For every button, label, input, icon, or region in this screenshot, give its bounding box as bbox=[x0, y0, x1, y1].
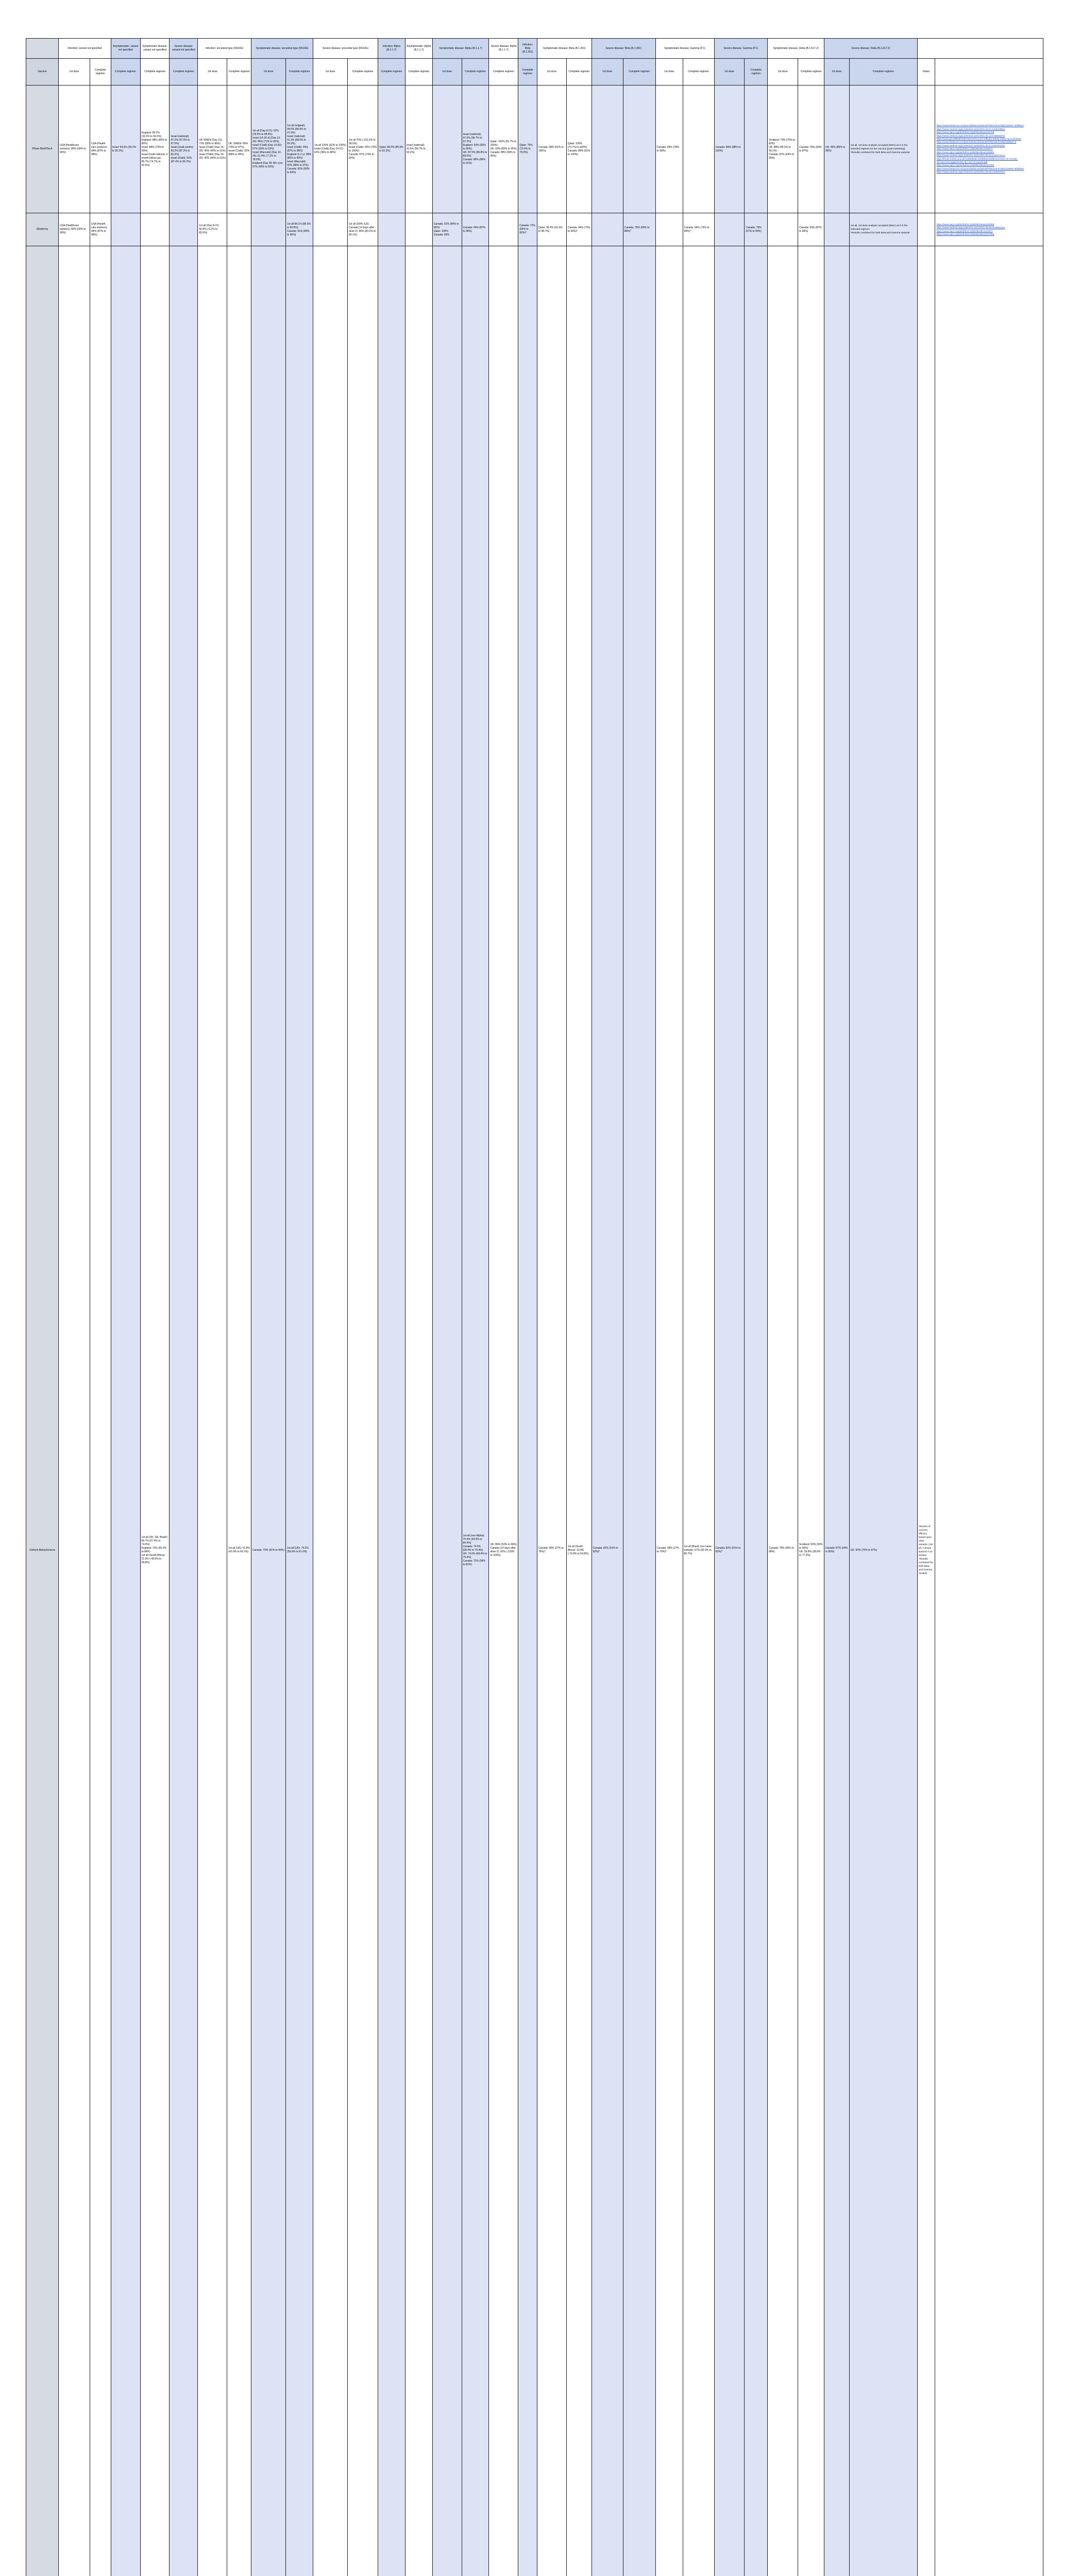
source-link[interactable]: https://www.nejm.org/doi/full/10.1056/NEJMoa2108891 bbox=[936, 151, 994, 154]
data-cell: Qatar: 100% (81.7% to 100%) UK: 93% (89% to 95%) Canada: 98% (93% to 99%) bbox=[489, 86, 518, 213]
sub-header-7: Complete regimen bbox=[227, 59, 251, 86]
sub-header-9: Complete regimen bbox=[286, 59, 313, 86]
source-link[interactable]: https://www.thelancet.com/journals/lancet/article/PIIS0140-6736(21)00947-8/fulltext bbox=[936, 167, 1023, 170]
data-cell: 1st all 100% (62% to 100%) Israel (Clalit) (Day 14-21): 62% (39% to 80%) bbox=[313, 86, 347, 213]
data-cell: Canada: 84% (78% to 98%) bbox=[655, 86, 683, 213]
data-cell: Canada: 78% (64% to 87%) bbox=[798, 86, 824, 213]
sub-header-10: 1st dose bbox=[313, 59, 347, 86]
group-header-4: Severe disease: variant not specified bbox=[170, 39, 198, 59]
source-link[interactable]: https://www.medrxiv.org/content/10.1101/2021.05.14.21257218v1 bbox=[936, 144, 1005, 147]
sub-header-21: Complete regimen bbox=[623, 59, 655, 86]
table-row bbox=[26, 246, 1043, 2576]
data-cell: UK: 92% (75% to 97%) bbox=[849, 246, 917, 2576]
data-cell: Qatar: 100% (73.7% to 100%) Canada: 88% (82% to 100%) bbox=[566, 86, 592, 213]
group-header-17: Symptomatic disease: Delta (B.1.617.2) bbox=[768, 39, 824, 59]
data-cell: Canada: 78% (45% to 88%) bbox=[768, 246, 798, 2576]
source-link[interactable]: https://www.medrxiv.org/content/10.1101/2021.06.28.21259420v1 bbox=[936, 226, 1005, 229]
data-cell: Canada: 98% (88% to 100%) bbox=[714, 86, 745, 213]
data-cell: UK: SIREN: 86% (76% to 97%) Israel (Clalit): 92% (88% to 95%) bbox=[227, 86, 251, 213]
data-cell: Canada: 94% (73% to 99%)* bbox=[683, 213, 714, 246]
source-link[interactable]: https://www.medrxiv.org/content/10.1101/2021.05.24.21257744v1 bbox=[936, 154, 1005, 157]
group-header-11: Severe disease: Alpha (B.1.1.7) bbox=[489, 39, 518, 59]
sub-header-5: Complete regimen bbox=[170, 59, 198, 86]
data-cell: Scotland: 60% (53% to 66%) UK: 59.8% (28.9% to 77.3%) bbox=[798, 246, 824, 2576]
table-row bbox=[26, 213, 1043, 246]
sub-header-29: Complete regimen bbox=[849, 59, 917, 86]
data-cell bbox=[378, 213, 405, 246]
data-cell: USA (Healthcare workers): 80% (59% to 90%) bbox=[59, 86, 90, 213]
sub-header-28: 1st dose bbox=[824, 59, 849, 86]
sub-header-27: Complete regimen bbox=[798, 59, 824, 86]
data-cell: 1st all (UK): 74.2% (59.6% to 81.0%) bbox=[286, 246, 313, 2576]
data-cell: Canada: 87% (54% to 96%) bbox=[824, 246, 849, 2576]
sub-header-4: Complete regimen bbox=[140, 59, 170, 86]
data-cell bbox=[140, 213, 170, 246]
group-header-2: Asymptomatic: variant not specified bbox=[111, 39, 140, 59]
data-cell: 1st all 75% (-152.5% to 99.5%) Israel (Clalit): 92% (75% to 100%) Canada: 87% (74% to 93%) bbox=[348, 86, 378, 213]
sub-header-22: 1st dose bbox=[655, 59, 683, 86]
data-cell bbox=[745, 246, 768, 2576]
efficacy-spreadsheet bbox=[26, 38, 1043, 2576]
group-header-10: Symptomatic disease: Alpha (B.1.1.7) bbox=[432, 39, 489, 59]
data-cell: Canada: 78% (57% to 90%) bbox=[745, 213, 768, 246]
data-cell bbox=[348, 246, 378, 2576]
data-cell bbox=[405, 246, 432, 2576]
group-header-7: Severe disease: ancestral type (D614G) bbox=[313, 39, 378, 59]
data-cell: Canada: 70% (41% to 84%) bbox=[251, 246, 286, 2576]
data-cell: USA (Health care workers): 94% (87% to 98%) bbox=[90, 86, 111, 213]
source-link[interactable]: https://www.thelancet.com/journals/lancet/article/PIIS0140-6736(21)00947-8/fulltext bbox=[936, 124, 1023, 127]
group-header-18: Severe disease: Delta (B.1.617.2) bbox=[824, 39, 917, 59]
data-cell: Israel: 94.4% (93.2% to 95.3%) bbox=[111, 86, 140, 213]
group-header-row bbox=[26, 39, 1043, 59]
data-cell bbox=[917, 213, 935, 246]
data-cell: Israel (national): 97.0% (96.7% to 97.2%) England: 93% (90% to 95%) UK: 87.5% (85.8% to 89.0%) Canada: 89% (86% to 91%) bbox=[462, 86, 489, 213]
source-link[interactable]: https://khub.net/documents/135939561/430986542/Effectiveness+of+COVID-19+vaccines+against+the+B.1.617.2+variant.pdf bbox=[936, 158, 1018, 163]
sub-header-16: Complete regimen bbox=[489, 59, 518, 86]
sub-header-24: 1st dose bbox=[714, 59, 745, 86]
sub-header-2: Complete regimen bbox=[90, 59, 111, 86]
sources-cell bbox=[935, 213, 1043, 246]
data-cell: 1st all (South Africa): 10.4% (-76.8% to 54.8%) bbox=[566, 246, 592, 2576]
data-cell: UK: 86% (53% to 96%) Canada (14 days after dose 2): 92% (-133% to 100%) bbox=[489, 246, 518, 2576]
data-cell: Canada: 93% (87% to 96%) bbox=[798, 213, 824, 246]
group-header-0 bbox=[26, 39, 59, 59]
data-cell: 1st all (UK): 51.8% (42.0% to 60.1%) bbox=[227, 246, 251, 2576]
data-cell: 1st all (Brazil, non-naive sample): 67% (43.3% to 80.7%) bbox=[683, 246, 714, 2576]
data-cell bbox=[90, 246, 111, 2576]
group-header-13: Symptomatic disease: Beta (B.1.351) bbox=[537, 39, 592, 59]
data-cell: England: 85.2% (33.9% to 99.3%) England: 88% (85% to 90%) Israel: 88% (79% to 93%) Israel (multi-national, 4 month follow-up): 85.7% (74.7% to 92.3%) bbox=[140, 86, 170, 213]
data-cell: USA (Health care workers): 94% (87% to 98%) bbox=[90, 213, 111, 246]
source-link[interactable]: https://www.medrxiv.org/content/10.1101/2021.03.21.21254189v1 bbox=[936, 128, 1005, 130]
data-cell bbox=[683, 86, 714, 213]
sub-header-26: 1st dose bbox=[768, 59, 798, 86]
data-cell bbox=[489, 213, 518, 246]
data-cell: Qatar: 96.4% (91.9% to 98.7%) bbox=[537, 213, 566, 246]
vaccine-name: Moderna bbox=[26, 213, 59, 246]
data-cell bbox=[111, 213, 140, 246]
group-header-8: Infection: Alpha (B.1.1.7) bbox=[378, 39, 405, 59]
source-link[interactable]: https://www.nejm.org/doi/full/10.1056/NEJMoa2107058 bbox=[936, 164, 994, 166]
data-cell bbox=[592, 213, 623, 246]
data-cell: Canada: 98% (91% to 100%) bbox=[537, 86, 566, 213]
data-cell bbox=[432, 86, 462, 213]
notes-cell: Variants of concern, efficacy based upon other variants: (1st all, 2 doses spaced 4-12 weeks) *Results combined for both Beta and Gamma variants bbox=[917, 246, 935, 2576]
data-cell bbox=[170, 246, 198, 2576]
sub-header-20: 1st dose bbox=[592, 59, 623, 86]
data-cell bbox=[313, 246, 347, 2576]
group-header-6: Symptomatic disease: ancestral type (D614G) bbox=[251, 39, 313, 59]
source-link[interactable]: https://www.gov.il/BlobFolder/reports/vaccine-efficacy-safety-follow-up-committee bbox=[936, 138, 1021, 140]
sub-header-3: Complete regimen bbox=[111, 59, 140, 86]
data-cell bbox=[198, 246, 227, 2576]
data-cell bbox=[59, 246, 90, 2576]
data-cell: 1st all 100% (US) Canada (14 days after dose 2): 96% (83.2% to 99.1%) bbox=[348, 213, 378, 246]
sub-header-13: Complete regimen bbox=[405, 59, 432, 86]
data-cell: 1st all (non-Alpha): 70.4% (43.0% to 84.4%) Canada: 74.5% (68.4% to 79.4%) UK: 74.5% (68.4% to 79.4%) Canada: 72% (58% to 81%) bbox=[462, 246, 489, 2576]
notes-cell: 1st all, 1st dose analysis accepted (EMA) as it is the intended regimen for the vaccine (post-marketing) *Results combined for both Beta and Gamma variants bbox=[849, 86, 917, 213]
data-cell: Canada: 58% (27% to 76%)* bbox=[537, 246, 566, 2576]
data-cell: Canada: 91% (84% to 95%) Qatar: 100% Canada: 83% bbox=[432, 213, 462, 246]
data-cell bbox=[714, 213, 745, 246]
source-link[interactable]: https://www.nejm.org/doi/full/10.1056/NEJMoa2035389 bbox=[936, 223, 994, 226]
data-cell: 1st all 94.1% (89.3% to 96.8%) Canada: 91% (84% to 95%) bbox=[286, 213, 313, 246]
sub-header-8: 1st dose bbox=[251, 59, 286, 86]
data-cell: Israel (national): 91.5% (90.7% to 92.2%) bbox=[405, 86, 432, 213]
group-header-19 bbox=[917, 39, 1043, 59]
data-cell bbox=[111, 246, 140, 2576]
data-cell: Canada: 58% (27% to 76%)* bbox=[655, 246, 683, 2576]
vaccine-name: Oxford-AstraZeneca bbox=[26, 246, 59, 2576]
data-cell: Canada: 78% (60% to 88%)* bbox=[623, 213, 655, 246]
data-cell bbox=[432, 246, 462, 2576]
sub-header-14: 1st dose bbox=[432, 59, 462, 86]
data-cell bbox=[745, 86, 768, 213]
group-header-3: Symptomatic disease: variant not specified bbox=[140, 39, 170, 59]
sub-header-23: Complete regimen bbox=[683, 59, 714, 86]
data-cell: UK: 96% (86% to 99%) bbox=[824, 86, 849, 213]
sources-cell bbox=[935, 86, 1043, 213]
data-cell bbox=[518, 246, 537, 2576]
data-cell: Canada: 94% (73% to 99%)* bbox=[566, 213, 592, 246]
group-header-15: Symptomatic disease: Gamma (P.1) bbox=[655, 39, 714, 59]
group-header-16: Severe disease: Gamma (P.1) bbox=[714, 39, 768, 59]
sub-header-31 bbox=[935, 59, 1043, 86]
data-cell: Qatar: 89.5% (85.9% to 92.3%) bbox=[378, 86, 405, 213]
source-link[interactable]: https://www.nejm.org/doi/full/10.1056/NEJMoa2107058 bbox=[936, 233, 994, 235]
source-link[interactable]: https://www.nejm.org/doi/full/10.1056/NEJMc2104974 bbox=[936, 230, 992, 232]
data-cell bbox=[405, 213, 432, 246]
data-cell: Canada: 82% (51% to 92%)* bbox=[714, 246, 745, 2576]
data-cell bbox=[170, 213, 198, 246]
data-cell bbox=[824, 213, 849, 246]
vaccine-column-header: Vaccine bbox=[26, 59, 59, 86]
data-cell: Israel (national): 97.2% (97.0% to 97.5%) Israel (multi-centre): 93.2% (87.2% to 96.3%) Israel (Clalit): 92% (87.4% to 96.2%) bbox=[170, 86, 198, 213]
vaccine-name: Pfizer-BioNTech bbox=[26, 86, 59, 213]
data-cell bbox=[313, 213, 347, 246]
group-header-12: Infection: Beta (B.1.351) bbox=[518, 39, 537, 59]
vaccine-efficacy-table bbox=[26, 38, 1043, 2576]
group-header-14: Severe disease: Beta (B.1.351) bbox=[592, 39, 655, 59]
sub-header-18: 1st dose bbox=[537, 59, 566, 86]
data-cell bbox=[227, 213, 251, 246]
sub-header-row bbox=[26, 59, 1043, 86]
data-cell bbox=[251, 213, 286, 246]
data-cell: Qatar: 75% (70.5% to 78.9%) bbox=[518, 86, 537, 213]
data-cell bbox=[935, 246, 1043, 2576]
data-cell: 1st all (Day 8-21): 52% (29.5% to 68.4%) Israel (14-20 d) (Day 13-20): 85% (71% to 92%) Israel (Clalit) (Day 14-20): 57% (50% to 63%) Israel (Maccabi) (Day 13-24): 51.4% (-7.2% to 78.0%) England (Day 28; 80+ yrs): 57% (48% to 63%) bbox=[251, 86, 286, 213]
data-cell: 1st all (original): 94.6% (89.9% to 97.3%) Israel (national): 91.3% (89.0% to 93.2%) Israel (Clalit): 94% (87% to 98%) England (1-2 y): 88% (85% to 90%) Israel (Maccabi): 93% (88% to 97%) Canada: 92% (90% to 94%) bbox=[286, 86, 313, 213]
data-cell bbox=[768, 213, 798, 246]
sub-header-6: 1st dose bbox=[198, 59, 227, 86]
source-link[interactable]: https://www.nejm.org/doi/full/10.1056/NEJMc2104974 bbox=[936, 147, 992, 150]
data-cell: Scotland: 79% (75% to 82%) UK: 88% (85.3% to 90.1%) Canada: 87% (64% to 95%) bbox=[768, 86, 798, 213]
sub-header-15: Complete regimen bbox=[462, 59, 489, 86]
data-cell bbox=[655, 213, 683, 246]
data-cell bbox=[623, 86, 655, 213]
data-cell bbox=[592, 86, 623, 213]
data-cell: Canada: 94% (87% to 98%) bbox=[462, 213, 489, 246]
source-link[interactable]: https://www.medrxiv.org/content/10.1101/2021.06.28.21259420v1 bbox=[936, 171, 1005, 173]
data-cell: Canada: 72% (56% to 82%)* bbox=[518, 213, 537, 246]
data-cell bbox=[378, 246, 405, 2576]
sub-header-25: Complete regimen bbox=[745, 59, 768, 86]
data-cell bbox=[917, 86, 935, 213]
source-link[interactable]: https://www.thelancet.com/journals/lancet/article/PIIS0140-6736(21)00947-8 bbox=[936, 141, 1016, 143]
sub-header-11: Complete regimen bbox=[348, 59, 378, 86]
data-cell: Canada: 82% (51% to 92%)* bbox=[592, 246, 623, 2576]
data-cell: 1st all (Day 8-21): 50.8% (-6.2% to 82.6%) bbox=[198, 213, 227, 246]
data-cell: UK SIREN (Day 21): 72% (58% to 86%) Israel (Clalit) (Day 14-20): 46% (40% to 51%) Israel (Clalit) (Day 14-20): 46% (40% to 51%) bbox=[198, 86, 227, 213]
sub-header-12: Complete regimen bbox=[378, 59, 405, 86]
source-link[interactable]: https://www.nejm.org/doi/full/10.1056/NEJMoa2101765 bbox=[936, 131, 994, 133]
sub-header-30: Notes bbox=[917, 59, 935, 86]
group-header-1: Infection: variant not specified bbox=[59, 39, 111, 59]
sub-header-1: 1st dose bbox=[59, 59, 90, 86]
sub-header-19: Complete regimen bbox=[566, 59, 592, 86]
data-cell: USA (Healthcare workers): 80% (59% to 90%) bbox=[59, 213, 90, 246]
group-header-9: Asymptomatic: Alpha (B.1.1.7) bbox=[405, 39, 432, 59]
group-header-5: Infection: ancestral type (D614G) bbox=[198, 39, 251, 59]
data-cell bbox=[623, 246, 655, 2576]
source-link[interactable]: https://www.medrxiv.org/content/10.1101/2021.04.13.21255420v1 bbox=[936, 134, 1005, 137]
sub-header-17: Complete regimen bbox=[518, 59, 537, 86]
notes-cell: 1st all, 1st dose analysis accepted (EMA) as it is the intended regimen *Results combined for both Beta and Gamma variants bbox=[849, 213, 917, 246]
data-cell: 1st all (UK, SA, Brazil): 66.7% (57.4% to 74.0%) England: 73% (60.2% to 84%) 1st all (South Africa): 21.9% (-49.9% to 59.8%) bbox=[140, 246, 170, 2576]
table-row bbox=[26, 86, 1043, 213]
